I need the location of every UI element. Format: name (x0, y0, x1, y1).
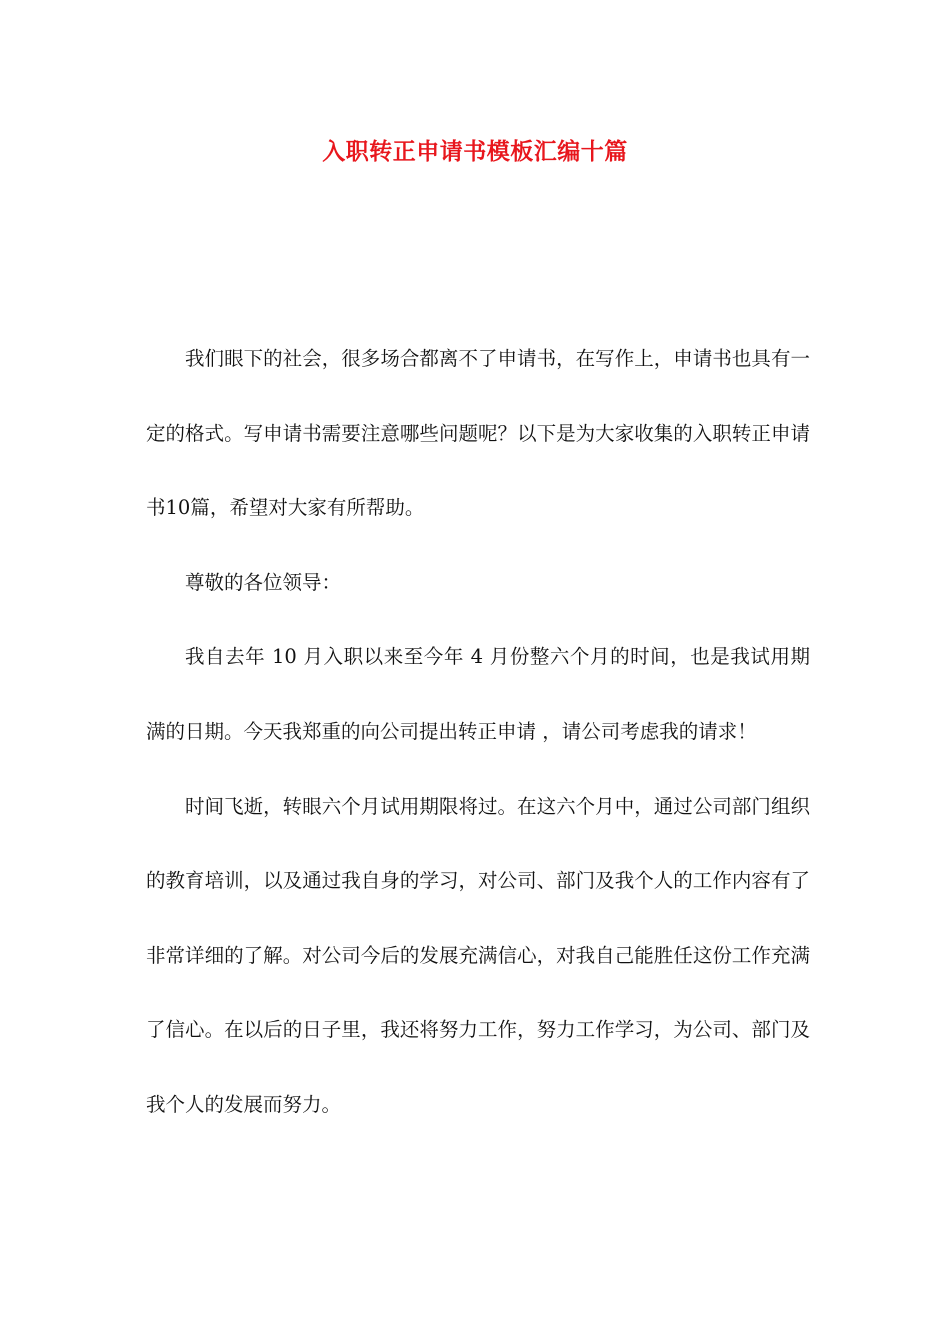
paragraph-request: 我自去年 10 月入职以来至今年 4 月份整六个月的时间，也是我试用期满的日期。今天我郑重的向公司提出转正申请 ，请公司考虑我的请求！ (146, 645, 810, 743)
document-title: 入职转正申请书模板汇编十篇 (322, 138, 628, 165)
paragraph-salutation: 尊敬的各位领导： (185, 570, 342, 594)
document-body (146, 322, 810, 1143)
paragraph-intro: 我们眼下的社会，很多场合都离不了申请书，在写作上，申请书也具有一定的格式。写申请书需要注意哪些问题呢？以下是为大家收集的入职转正申请书10篇，希望对大家有所帮助。 (146, 347, 810, 520)
paragraph-reflection: 时间飞逝，转眼六个月试用期限将过。在这六个月中，通过公司部门组织的教育培训，以及通过我自身的学习，对公司、部门及我个人的工作内容有了非常详细的了解。对公司今后的发展充满信心，对我自己能胜任这份工作充满了信心。在以后的日子里，我还将努力工作，努力工作学习，为公司、部门及我个人的发展而努力。 (146, 794, 810, 1116)
